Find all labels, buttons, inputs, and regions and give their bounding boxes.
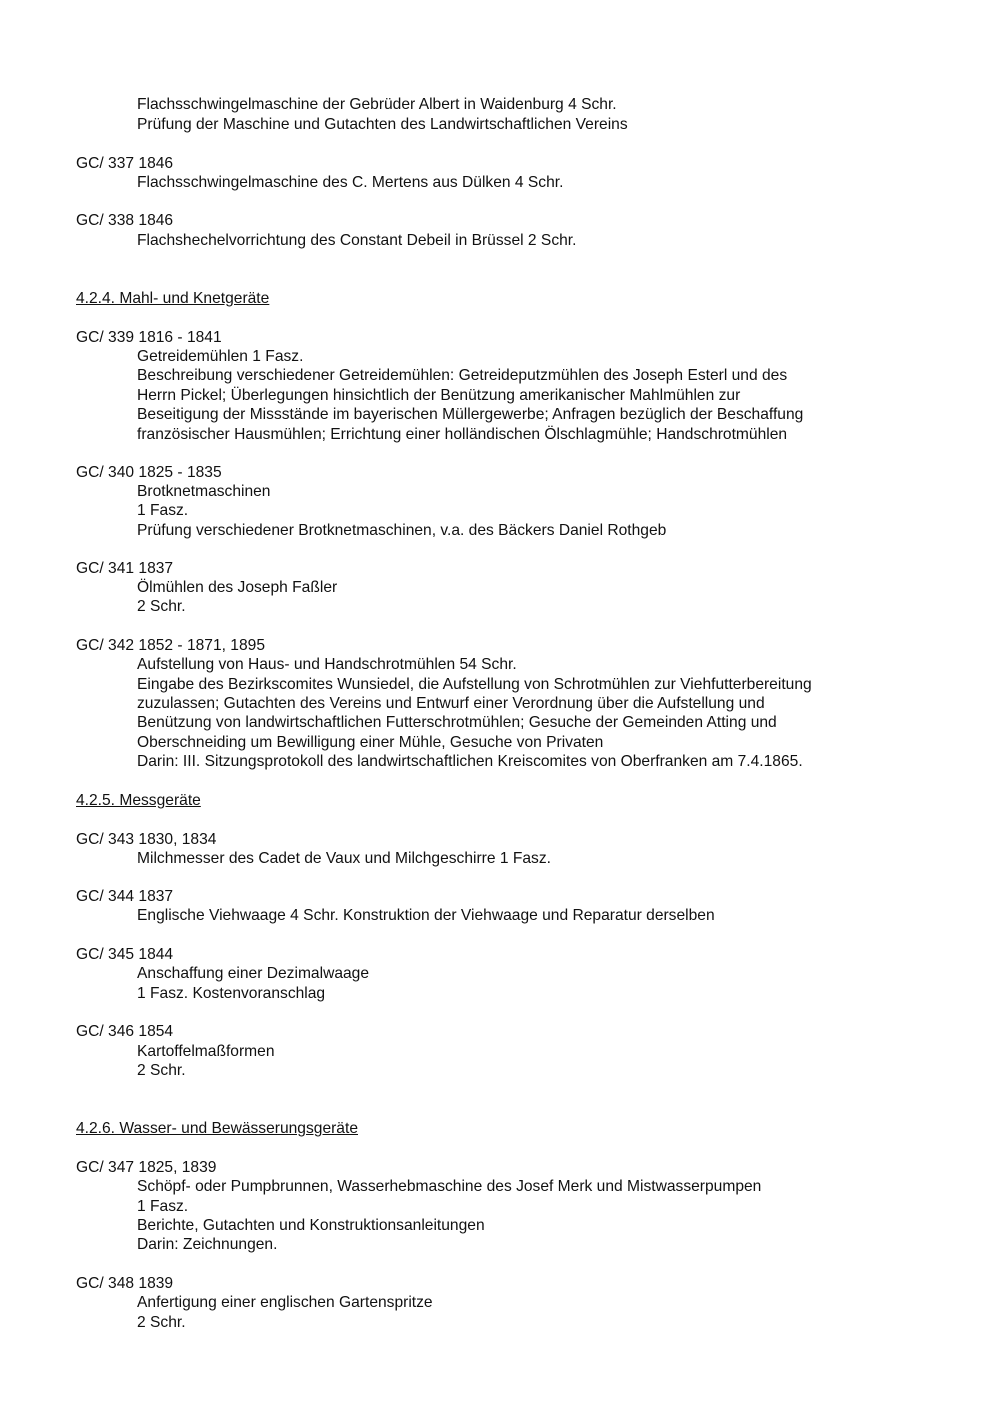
entry-line: 2 Schr. <box>137 598 186 615</box>
intro-line: Prüfung der Maschine und Gutachten des Landwirtschaftlichen Vereins <box>137 116 628 133</box>
entry-signature: GC/ 340 1825 - 1835 <box>76 464 222 481</box>
entry-signature: GC/ 337 1846 <box>76 155 174 172</box>
entry-signature: GC/ 344 1837 <box>76 888 174 905</box>
entry-line: Beseitigung der Missstände im bayerischen Müllergewerbe; Anfragen bezüglich der Beschaffung <box>137 406 804 423</box>
entry-line: Berichte, Gutachten und Konstruktionsanleitungen <box>137 1217 485 1234</box>
entry-line: 2 Schr. <box>137 1314 186 1331</box>
entry-line: Anfertigung einer englischen Gartenspritze <box>137 1294 433 1311</box>
entry-line: Benützung von landwirtschaftlichen Futterschrotmühlen; Gesuche der Gemeinden Atting und <box>137 714 777 731</box>
entry-line: 1 Fasz. <box>137 502 189 519</box>
entry-line: Schöpf- oder Pumpbrunnen, Wasserhebmaschine des Josef Merk und Mistwasserpumpen <box>137 1178 762 1195</box>
entry-line: Getreidemühlen 1 Fasz. <box>137 348 304 365</box>
entry-line: 2 Schr. <box>137 1062 186 1079</box>
entry-line: 1 Fasz. Kostenvoranschlag <box>137 985 326 1002</box>
entry-line: französischer Hausmühlen; Errichtung einer holländischen Ölschlagmühle; Handschrotmühlen <box>137 426 788 443</box>
entry-line: Brotknetmaschinen <box>137 483 271 500</box>
entry-signature: GC/ 345 1844 <box>76 946 174 963</box>
entry-signature: GC/ 339 1816 - 1841 <box>76 329 222 346</box>
entry-line: Prüfung verschiedener Brotknetmaschinen, v.a. des Bäckers Daniel Rothgeb <box>137 522 667 539</box>
entry-line: Flachsschwingelmaschine des C. Mertens aus Dülken 4 Schr. <box>137 174 564 191</box>
entry-signature: GC/ 346 1854 <box>76 1023 174 1040</box>
section-heading: 4.2.6. Wasser- und Bewässerungsgeräte <box>76 1120 358 1137</box>
entry-signature: GC/ 343 1830, 1834 <box>76 831 217 848</box>
entry-signature: GC/ 338 1846 <box>76 212 174 229</box>
entry-line: Ölmühlen des Joseph Faßler <box>137 579 338 596</box>
entry-signature: GC/ 341 1837 <box>76 560 174 577</box>
entry-line: Kartoffelmaßformen <box>137 1043 275 1060</box>
entry-line: Englische Viehwaage 4 Schr. Konstruktion der Viehwaage und Reparatur derselben <box>137 907 715 924</box>
entry-line: Beschreibung verschiedener Getreidemühlen: Getreideputzmühlen des Joseph Esterl und des <box>137 367 788 384</box>
entry-line: Flachshechelvorrichtung des Constant Debeil in Brüssel 2 Schr. <box>137 232 577 249</box>
section-heading: 4.2.5. Messgeräte <box>76 792 201 809</box>
section-heading: 4.2.4. Mahl- und Knetgeräte <box>76 290 270 307</box>
intro-line: Flachsschwingelmaschine der Gebrüder Albert in Waidenburg 4 Schr. <box>137 96 617 113</box>
entry-line: Darin: III. Sitzungsprotokoll des landwirtschaftlichen Kreiscomites von Oberfranken am 7.4.1865. <box>137 753 803 770</box>
entry-line: Herrn Pickel; Überlegungen hinsichtlich der Benützung amerikanischer Mahlmühlen zur <box>137 387 741 404</box>
entry-signature: GC/ 347 1825, 1839 <box>76 1159 217 1176</box>
entry-line: 1 Fasz. <box>137 1198 189 1215</box>
entry-line: Milchmesser des Cadet de Vaux und Milchgeschirre 1 Fasz. <box>137 850 551 867</box>
entry-line: Aufstellung von Haus- und Handschrotmühlen 54 Schr. <box>137 656 517 673</box>
entry-line: Anschaffung einer Dezimalwaage <box>137 965 370 982</box>
entry-line: zuzulassen; Gutachten des Vereins und Entwurf einer Verordnung über die Aufstellung und <box>137 695 765 712</box>
entry-signature: GC/ 342 1852 - 1871, 1895 <box>76 637 265 654</box>
entry-line: Darin: Zeichnungen. <box>137 1236 278 1253</box>
entry-line: Eingabe des Bezirkscomites Wunsiedel, die Aufstellung von Schrotmühlen zur Viehfutterbereitung <box>137 676 812 693</box>
entry-signature: GC/ 348 1839 <box>76 1275 174 1292</box>
entry-line: Oberschneiding um Bewilligung einer Mühle, Gesuche von Privaten <box>137 734 604 751</box>
